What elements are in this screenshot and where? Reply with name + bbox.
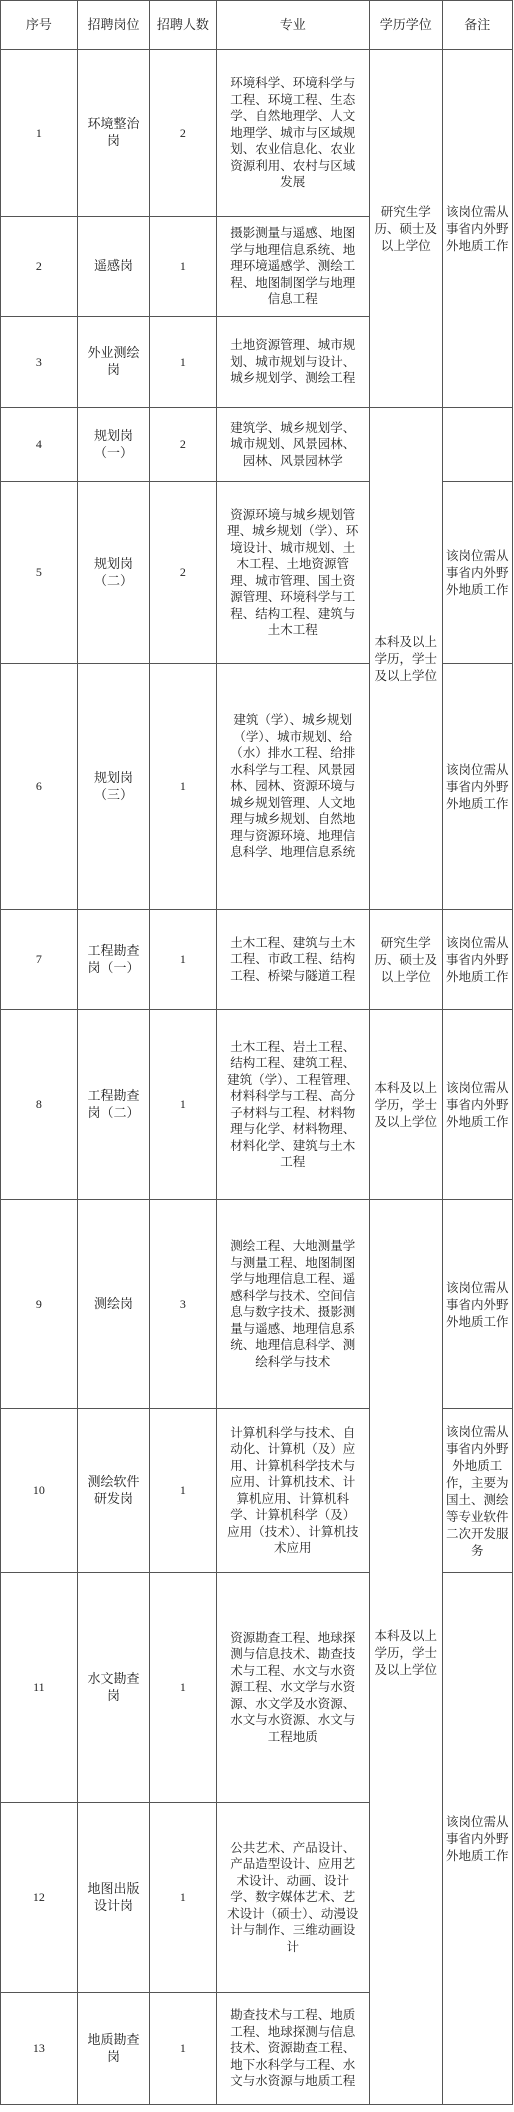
row-major: 测绘工程、大地测量学与测量工程、地图制图学与地理信息工程、遥感科学与技术、空间信息与数字技术、摄影测量与遥感、地理信息系统、地理信息科学、测绘科学与技术 [216, 1200, 369, 1409]
row-seq: 1 [1, 50, 78, 217]
row-major: 勘查技术与工程、地质工程、地球探测与信息技术、资源勘查工程、地下水科学与工程、水文与水资源与地质工程 [216, 1993, 369, 2105]
header-count: 招聘人数 [150, 1, 216, 50]
table-row [1, 910, 513, 1010]
row-remark: 该岗位需从事省内外野外地质工作 [442, 50, 513, 408]
row-count: 1 [150, 1010, 216, 1200]
row-count: 1 [150, 910, 216, 1010]
row-position: 外业测绘岗 [77, 317, 150, 408]
row-major: 资源勘查工程、地球探测与信息技术、勘查技术与工程、水文与水资源工程、水文学与水资源、水文学及水资源、水文与水资源、水文与工程地质 [216, 1573, 369, 1803]
row-seq: 12 [1, 1803, 78, 1993]
row-education: 本科及以上学历，学士及以上学位 [369, 1200, 442, 2105]
row-seq: 5 [1, 482, 78, 664]
row-count: 2 [150, 408, 216, 482]
row-count: 1 [150, 1573, 216, 1803]
row-remark: 该岗位需从事省内外野外地质工作 [442, 910, 513, 1010]
row-seq: 9 [1, 1200, 78, 1409]
header-remark: 备注 [442, 1, 513, 50]
row-remark-empty [442, 408, 513, 482]
row-seq: 13 [1, 1993, 78, 2105]
row-major: 环境科学、环境科学与工程、环境工程、生态学、自然地理学、人文地理学、城市与区域规划、农业信息化、农业资源利用、农村与区域发展 [216, 50, 369, 217]
row-position: 规划岗（二） [77, 482, 150, 664]
row-seq: 11 [1, 1573, 78, 1803]
row-education: 研究生学历、硕士及以上学位 [369, 910, 442, 1010]
row-count: 1 [150, 664, 216, 910]
row-position: 工程勘查岗（一） [77, 910, 150, 1010]
row-count: 1 [150, 1803, 216, 1993]
row-major: 摄影测量与遥感、地图学与地理信息系统、地理环境遥感学、测绘工程、地图制图学与地理信息工程 [216, 217, 369, 317]
row-count: 2 [150, 482, 216, 664]
row-position: 遥感岗 [77, 217, 150, 317]
row-remark: 该岗位需从事省内外野外地质工作 [442, 664, 513, 910]
row-position: 地质勘查岗 [77, 1993, 150, 2105]
table-row [1, 1200, 513, 1409]
row-major: 土木工程、岩土工程、结构工程、建筑工程、建筑（学）、工程管理、材料科学与工程、高分子材料与工程、材料物理与化学、材料物理、材料化学、建筑与土木工程 [216, 1010, 369, 1200]
header-row [1, 1, 513, 50]
row-remark: 该岗位需从事省内外野外地质工作 [442, 482, 513, 664]
table-row [1, 1010, 513, 1200]
row-position: 测绘软件研发岗 [77, 1409, 150, 1573]
row-major: 计算机科学与技术、自动化、计算机（及）应用、计算机科学技术与应用、计算机技术、计算机应用、计算机科学、计算机科学（及）应用（技术）、计算机技术应用 [216, 1409, 369, 1573]
row-remark: 该岗位需从事省内外野外地质工作 [442, 1573, 513, 2105]
row-remark: 该岗位需从事省内外野外地质工作，主要为国土、测绘等专业软件二次开发服务 [442, 1409, 513, 1573]
row-count: 3 [150, 1200, 216, 1409]
row-count: 1 [150, 317, 216, 408]
row-seq: 10 [1, 1409, 78, 1573]
row-count: 1 [150, 217, 216, 317]
table-row [1, 50, 513, 217]
header-education: 学历学位 [369, 1, 442, 50]
row-major: 资源环境与城乡规划管理、城乡规划（学）、环境设计、城市规划、土木工程、土地资源管理、城市管理、国土资源管理、环境科学与工程、结构工程、建筑与土木工程 [216, 482, 369, 664]
header-position: 招聘岗位 [77, 1, 150, 50]
row-remark: 该岗位需从事省内外野外地质工作 [442, 1010, 513, 1200]
row-position: 水文勘查岗 [77, 1573, 150, 1803]
row-position: 地图出版设计岗 [77, 1803, 150, 1993]
row-position: 环境整治岗 [77, 50, 150, 217]
row-position: 规划岗（三） [77, 664, 150, 910]
row-count: 2 [150, 50, 216, 217]
table-row [1, 408, 513, 482]
row-seq: 3 [1, 317, 78, 408]
row-count: 1 [150, 1993, 216, 2105]
row-education: 研究生学历、硕士及以上学位 [369, 50, 442, 408]
row-position: 测绘岗 [77, 1200, 150, 1409]
header-seq: 序号 [1, 1, 78, 50]
row-seq: 7 [1, 910, 78, 1010]
row-major: 建筑（学）、城乡规划（学）、城市规划、给（水）排水工程、给排水科学与工程、风景园林、园林、资源环境与城乡规划管理、人文地理与城乡规划、自然地理与资源环境、地理信息科学、地理信息系统 [216, 664, 369, 910]
row-major: 土地资源管理、城市规划、城市规划与设计、城乡规划学、测绘工程 [216, 317, 369, 408]
row-seq: 6 [1, 664, 78, 910]
header-major: 专业 [216, 1, 369, 50]
row-major: 公共艺术、产品设计、产品造型设计、应用艺术设计、动画、设计学、数字媒体艺术、艺术设计（硕士）、动漫设计与制作、三维动画设计 [216, 1803, 369, 1993]
row-major: 建筑学、城乡规划学、城市规划、风景园林、园林、风景园林学 [216, 408, 369, 482]
row-position: 规划岗（一） [77, 408, 150, 482]
row-education: 本科及以上学历，学士及以上学位 [369, 408, 442, 910]
row-position: 工程勘查岗（二） [77, 1010, 150, 1200]
row-seq: 2 [1, 217, 78, 317]
row-seq: 8 [1, 1010, 78, 1200]
row-major: 土木工程、建筑与土木工程、市政工程、结构工程、桥梁与隧道工程 [216, 910, 369, 1010]
row-seq: 4 [1, 408, 78, 482]
row-count: 1 [150, 1409, 216, 1573]
row-education: 本科及以上学历，学士及以上学位 [369, 1010, 442, 1200]
row-remark: 该岗位需从事省内外野外地质工作 [442, 1200, 513, 1409]
